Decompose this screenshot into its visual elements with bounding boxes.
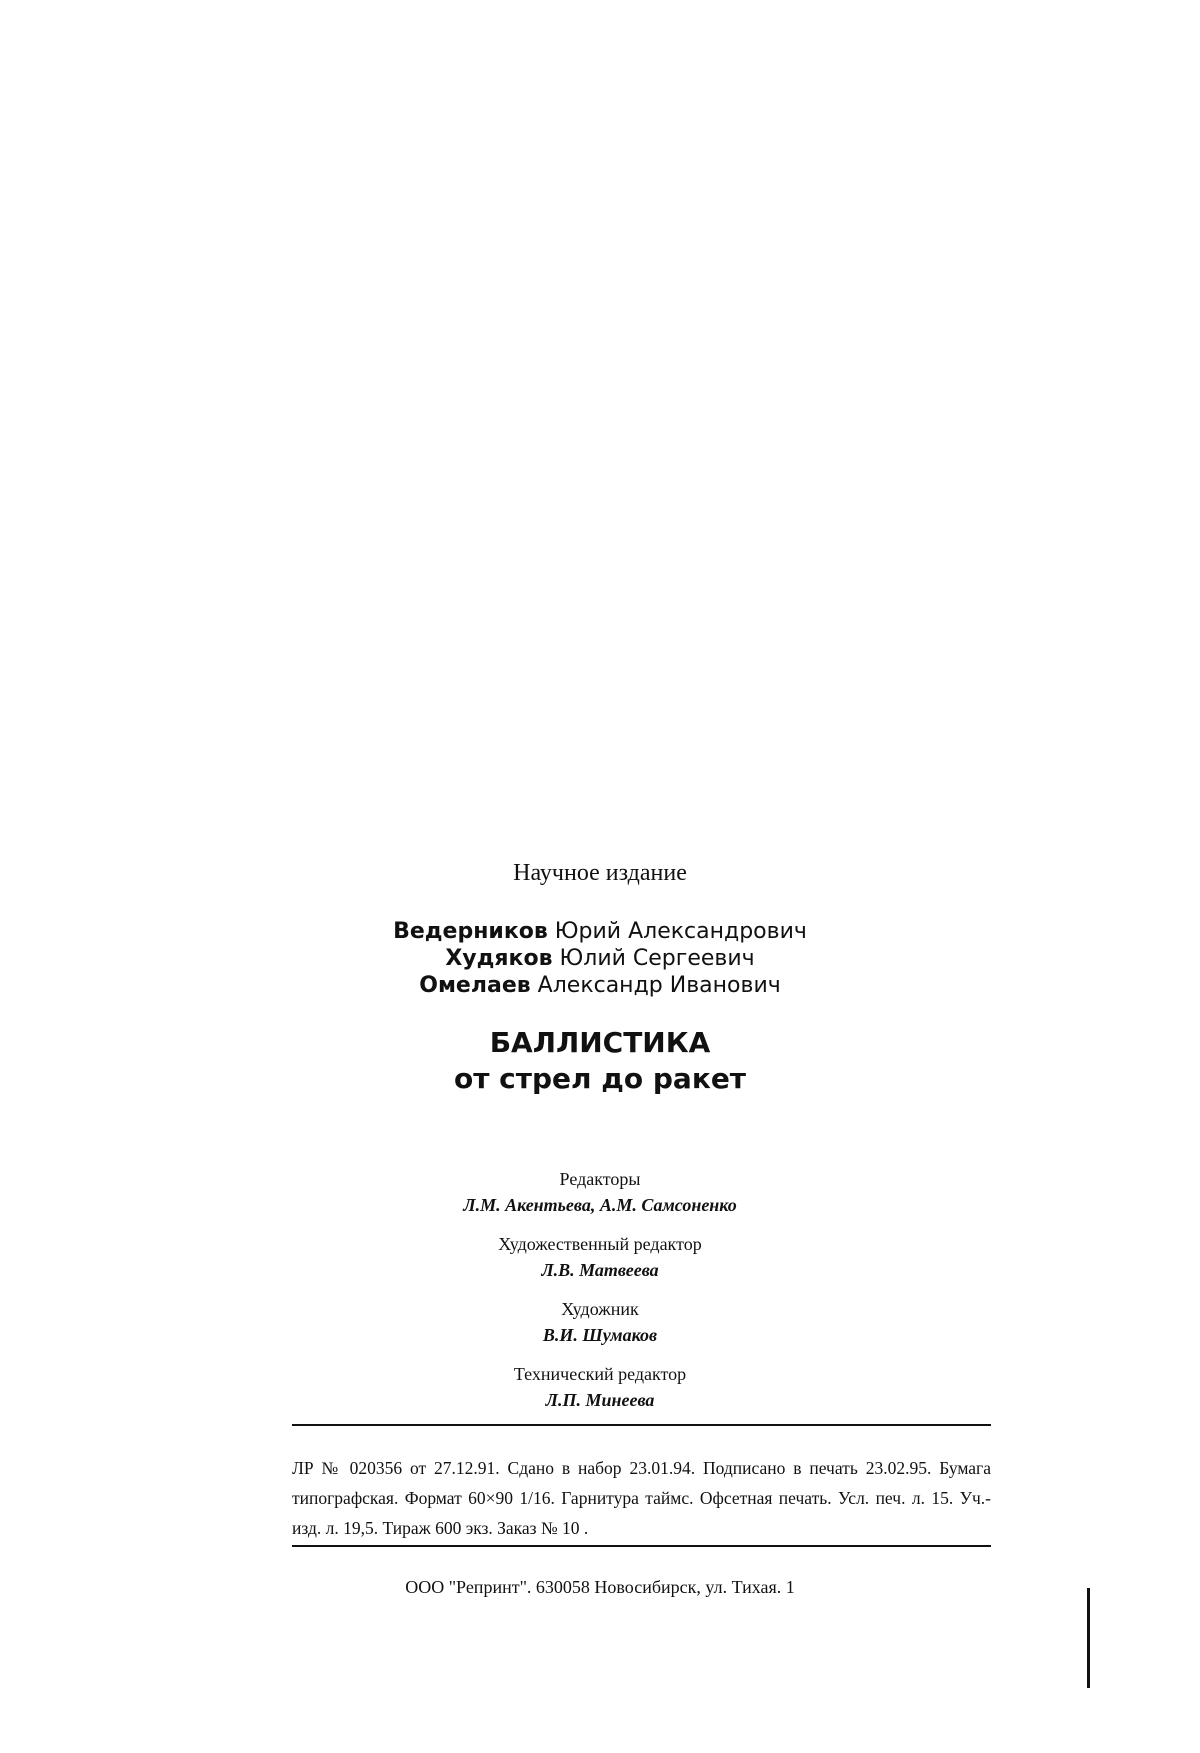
credit-role: Художник bbox=[561, 1299, 639, 1319]
author-line bbox=[0, 918, 1200, 945]
author-given-names: Юлий Сергеевич bbox=[559, 946, 755, 971]
author-surname: Ведерников bbox=[393, 919, 548, 944]
book-title-block bbox=[0, 1025, 1200, 1097]
credit-person: В.И. Шумаков bbox=[542, 1325, 658, 1345]
author-surname: Худяков bbox=[445, 946, 553, 971]
author-line bbox=[0, 972, 1200, 999]
imprint-bottom-rule bbox=[292, 1545, 991, 1547]
book-subtitle: от стрел до ракет bbox=[453, 1062, 747, 1095]
credit-person: Л.П. Минеева bbox=[545, 1390, 655, 1410]
author-list bbox=[0, 918, 1200, 999]
scan-edge-mark bbox=[1087, 1588, 1090, 1688]
credit-role: Редакторы bbox=[559, 1169, 641, 1189]
book-title: БАЛЛИСТИКА bbox=[489, 1026, 711, 1059]
imprint-top-rule bbox=[292, 1424, 991, 1426]
edition-type: Научное издание bbox=[513, 860, 687, 886]
credit-role: Технический редактор bbox=[513, 1364, 687, 1384]
credit-role: Художественный редактор bbox=[498, 1234, 702, 1254]
imprint-text: ЛР № 020356 от 27.12.91. Сдано в набор 23.01.94. Подписано в печать 23.02.95. Бумага типографская. Формат 60×90 1/16. Гарнитура таймс. Офсетная печать. Усл. печ. л. 15. Уч.-изд. л. 19,5. Тираж 600 экз. Заказ № 10 . bbox=[292, 1458, 991, 1538]
publisher-line: ООО "Репринт". 630058 Новосибирск, ул. Тихая. 1 bbox=[405, 1577, 795, 1597]
credit-person: Л.М. Акентьева, А.М. Самсоненко bbox=[463, 1195, 737, 1215]
author-given-names: Александр Иванович bbox=[537, 973, 781, 998]
author-line bbox=[0, 945, 1200, 972]
author-given-names: Юрий Александрович bbox=[554, 919, 807, 944]
author-surname: Омелаев bbox=[419, 973, 531, 998]
credit-person: Л.В. Матвеева bbox=[541, 1260, 659, 1280]
credits-block bbox=[0, 1166, 1200, 1426]
